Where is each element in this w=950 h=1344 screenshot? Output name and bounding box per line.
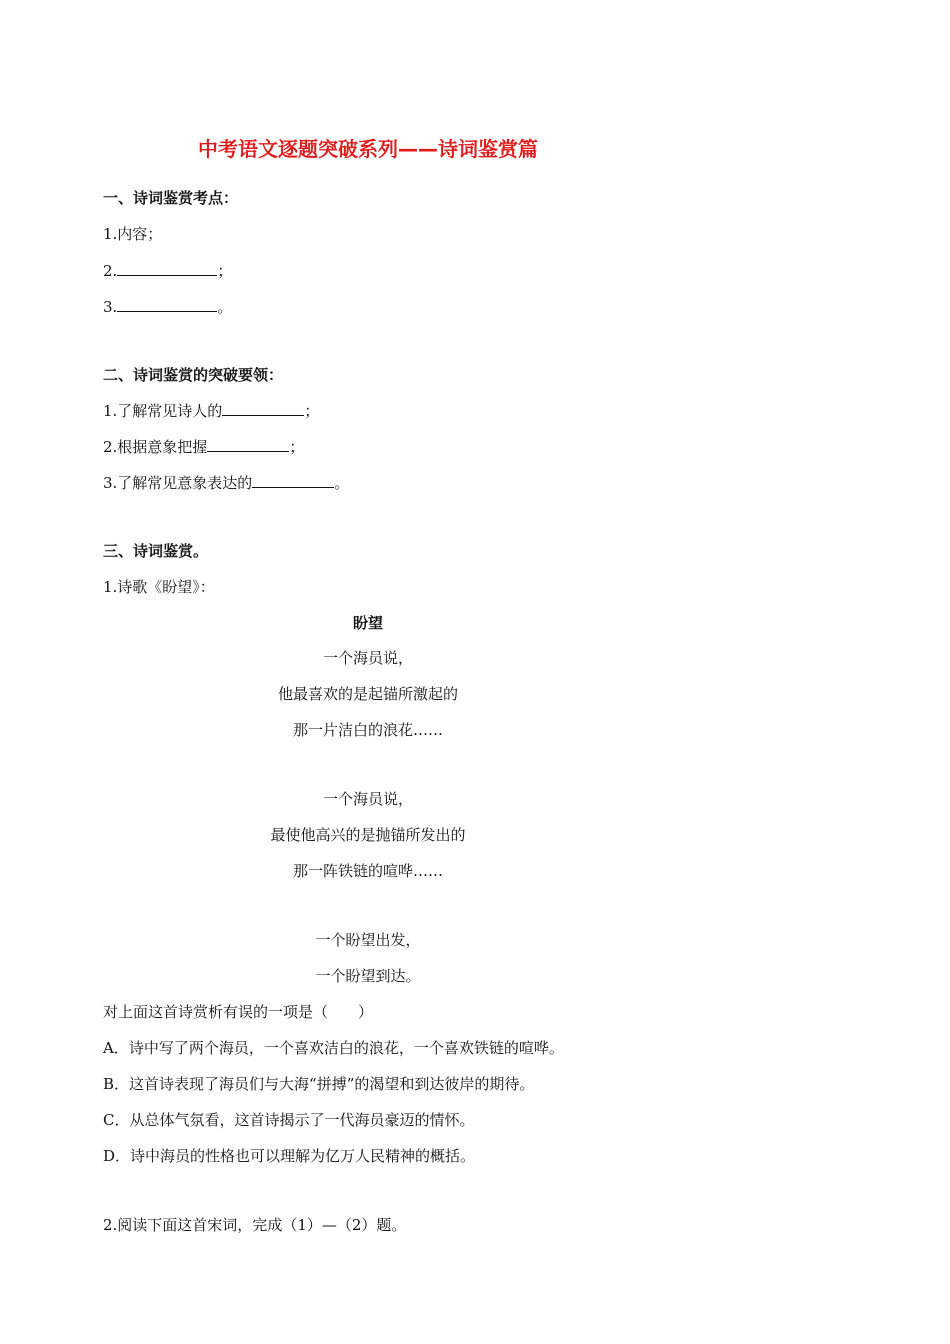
poem-line: 他最喜欢的是起锚所激起的 [277,685,458,703]
item-text: 3.了解常见意象表达的 [103,474,253,492]
item-number: 3. [103,298,118,316]
poem-title: 盼望 [352,614,383,632]
section1-item-1: 1.内容； [103,225,163,243]
fill-blank[interactable] [222,400,304,416]
question-2-intro: 2.阅读下面这首宋词，完成（1）—（2）题。 [103,1216,407,1234]
item-punct: ； [289,438,305,456]
item-text: 2.根据意象把握 [103,438,208,456]
item-punct: ； [217,262,233,280]
question-1-stem: 对上面这首诗赏析有误的一项是（ ） [103,1003,374,1021]
item-text: 1.了解常见诗人的 [103,402,223,420]
poem-line: 那一阵铁链的喧哗…… [292,862,443,880]
section3-heading: 三、诗词鉴赏。 [103,542,209,560]
item-punct: ； [304,402,320,420]
poem-line: 最使他高兴的是抛锚所发出的 [270,826,466,844]
option-b[interactable]: B．这首诗表现了海员们与大海“拼搏”的渴望和到达彼岸的期待。 [103,1075,535,1093]
item-punct: 。 [217,298,233,316]
fill-blank[interactable] [117,296,217,312]
section2-item-1 [103,400,319,421]
section1-item-2 [103,260,232,281]
poem-line: 一个盼望到达。 [315,967,421,985]
item-number: 2. [103,262,118,280]
item-punct: 。 [334,474,350,492]
fill-blank[interactable] [252,472,334,488]
section2-heading: 二、诗词鉴赏的突破要领： [103,366,284,384]
poem-line: 那一片洁白的浪花…… [292,721,443,739]
section2-item-2 [103,436,304,457]
poem-line: 一个海员说， [322,649,413,667]
fill-blank[interactable] [207,436,289,452]
option-d[interactable]: D．诗中海员的性格也可以理解为亿万人民精神的概括。 [103,1147,476,1165]
section1-heading: 一、诗词鉴赏考点： [103,189,239,207]
document-title: 中考语文逐题突破系列——诗词鉴赏篇 [198,137,538,161]
option-a[interactable]: A．诗中写了两个海员，一个喜欢洁白的浪花，一个喜欢铁链的喧哗。 [103,1039,564,1057]
section1-item-3 [103,296,232,317]
question-1-intro: 1.诗歌《盼望》： [103,578,215,596]
fill-blank[interactable] [117,260,217,276]
poem-line: 一个海员说， [322,790,413,808]
poem-line: 一个盼望出发， [315,931,421,949]
option-c[interactable]: C．从总体气氛看，这首诗揭示了一代海员豪迈的情怀。 [103,1111,475,1129]
section2-item-3 [103,472,349,493]
